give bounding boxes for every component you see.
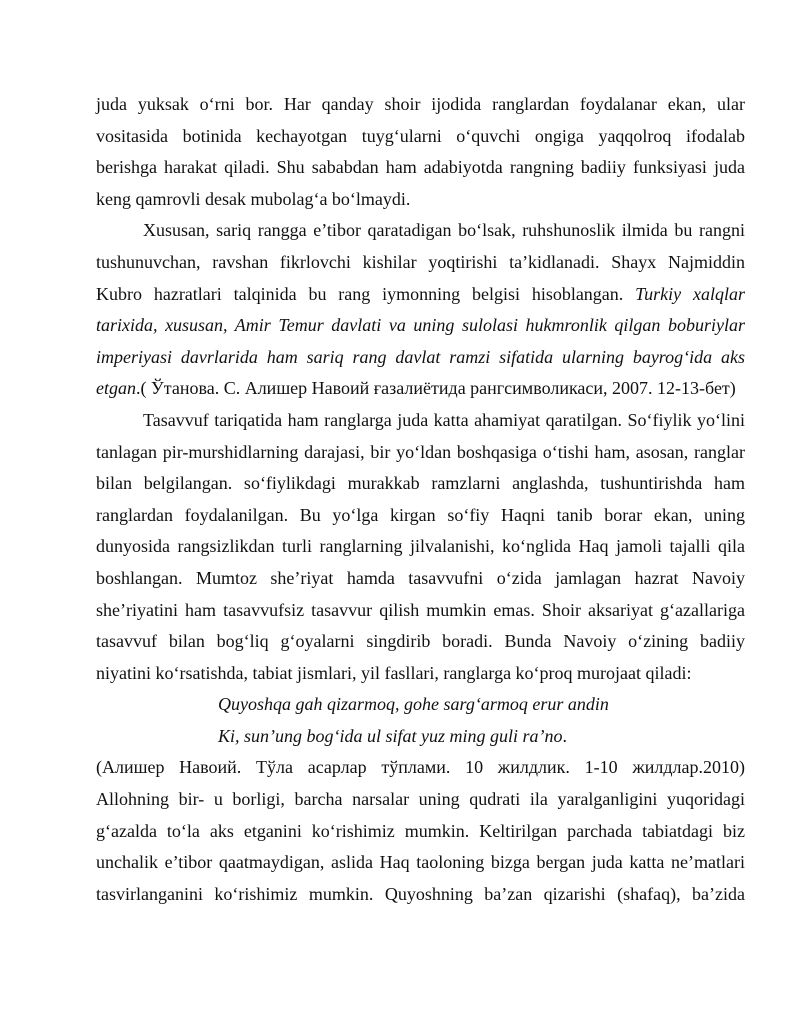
italic-text: etgan [96,378,136,399]
text-line: tasvirlanganini ko‘rishimiz mumkin. Quyoshning ba’zan qizarishi (shafaq), ba’zida [96,883,745,904]
text-line: Allohning bir- u borligi, barcha narsalar uning qudrati ila yaralganligini yuqoridagi [96,789,745,810]
text-line: niyatini ko‘rsatishda, tabiat jismlari, yil fasllari, ranglarga ko‘proq murojaat qiladi: [96,662,692,683]
paragraph-1 [96,89,745,215]
verse-line: Ki, sun’ung bog‘ida ul sifat yuz ming guli ra’no. [218,725,568,746]
text-line: imperiyasi davrlarida ham sariq rang davlat ramzi sifatida ularning bayrog‘ida aks [96,346,745,367]
text-line: boshlangan. Mumtoz she’riyat hamda tasavvufni o‘zida jamlagan hazrat Navoiy [96,567,745,588]
text-line: berishga harakat qiladi. Shu sababdan ham adabiyotda rangning badiiy funksiyasi juda [96,157,745,178]
citation-line: (Алишер Навоий. Тўла асарлар тўплами. 10 жилдлик. 1-10 жилдлар.2010) [96,757,745,778]
text-line: tarixida, xususan, Amir Temur davlati va uning sulolasi hukmronlik qilgan boburiylar [96,315,745,336]
paragraph-2 [96,215,745,405]
text-line: tanlagan pir-murshidlarning darajasi, bir yo‘ldan boshqasiga o‘tishi ham, asosan, ranglar [96,441,745,462]
text-line: tushunuvchan, ravshan fikrlovchi kishilar yoqtirishi ta’kidlanadi. Shayx Najmiddin [96,251,745,272]
text-line: Tasavvuf tariqatida ham ranglarga juda katta ahamiyat qaratilgan. So‘fiylik yo‘lini [143,409,745,430]
text-line [96,373,745,405]
text-line: keng qamrovli desak mubolag‘a bo‘lmaydi. [96,188,411,209]
text-line: tasavvuf bilan bog‘liq g‘oyalarni singdirib boradi. Bunda Navoiy o‘zining badiiy [96,631,745,652]
text-line: Xususan, sariq rangga e’tibor qaratadigan bo‘lsak, ruhshunoslik ilmida bu rangni [143,220,745,241]
text-line: Kubro hazratlari talqinida bu rang iymonning belgisi hisoblangan. Turkiy xalqlar [96,283,745,304]
body-text [96,89,745,910]
text-line: g‘azalda to‘la aks etganini ko‘rishimiz mumkin. Keltirilgan parchada tabiatdagi biz [96,820,745,841]
text-line: unchalik e’tibor qaatmaydigan, aslida Haq taoloning bizga bergan juda katta ne’matlari [96,852,745,873]
text-line: ranglardan foydalanilgan. Bu yo‘lga kirgan so‘fiy Haqni tanib borar ekan, uning [96,504,745,525]
paragraph-4 [96,752,745,910]
text-line: she’riyatini ham tasavvufsiz tasavvur qilish mumkin emas. Shoir aksariyat g‘azallariga [96,599,745,620]
verse [96,689,745,752]
paragraph-3 [96,405,745,689]
verse-line: Quyoshqa gah qizarmoq, gohe sarg‘armoq erur andin [218,694,609,715]
text-line: juda yuksak o‘rni bor. Har qanday shoir ijodida ranglardan foydalanar ekan, ular [96,94,745,114]
text-line: bilan belgilangan. so‘fiylikdagi murakkab ramzlarni anglashda, tushuntirishda ham [96,473,745,494]
italic-text: Turkiy xalqlar [635,283,745,304]
text-line: dunyosida rangsizlikdan turli ranglarning jilvalanishi, ko‘nglida Haq jamoli tajalli qila [96,536,745,557]
citation: .( Ўтанова. С. Алишер Навоий ғазалиётида рангсимволикаси, 2007. 12-13-бет) [136,378,736,399]
text-line: vositasida botinida kechayotgan tuyg‘ularni o‘quvchi ongiga yaqqolroq ifodalab [96,125,745,146]
